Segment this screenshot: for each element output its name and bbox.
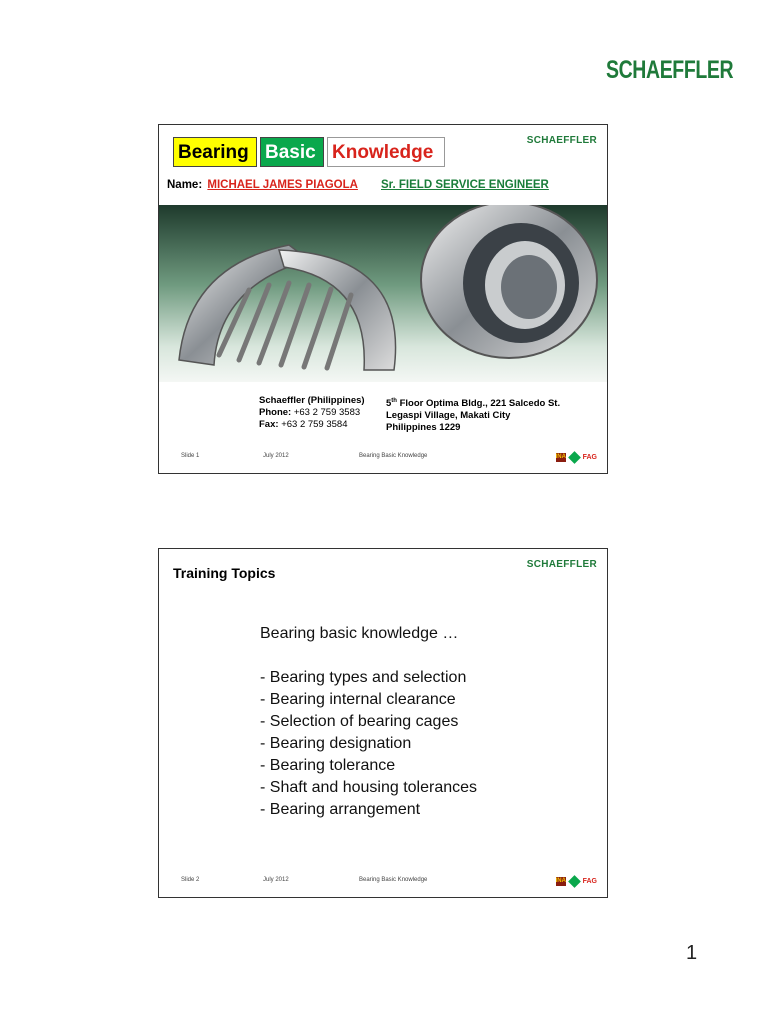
slide-title: Training Topics <box>173 565 276 581</box>
diamond-logo-icon <box>568 875 581 888</box>
schaeffler-page-logo: SCHAEFFLER <box>606 56 734 84</box>
diamond-logo-icon <box>568 451 581 464</box>
footer-brand-logos <box>556 451 597 463</box>
address-line-2: Legaspi Village, Makati City <box>386 410 511 422</box>
slide-footer <box>159 875 607 887</box>
list-item: - Bearing types and selection <box>260 669 467 686</box>
address-line-3: Philippines 1229 <box>386 422 461 434</box>
slide-1 <box>158 124 608 474</box>
fax-line <box>259 419 365 431</box>
list-item: - Bearing internal clearance <box>260 691 456 708</box>
slide-footer <box>159 451 607 463</box>
title-word-bearing: Bearing <box>173 137 257 167</box>
schaeffler-slide-logo: SCHAEFFLER <box>526 135 597 146</box>
phone-value: +63 2 759 3583 <box>293 407 361 418</box>
list-item: - Bearing arrangement <box>260 801 421 818</box>
list-item: - Shaft and housing tolerances <box>260 779 478 796</box>
contact-info <box>259 395 365 431</box>
footer-slide-number: Slide 1 <box>181 453 200 459</box>
page-number: 1 <box>686 942 698 964</box>
address-street: Floor Optima Bldg., 221 Salcedo St. <box>396 398 561 410</box>
title-word-knowledge: Knowledge <box>327 137 445 167</box>
name-label: Name: <box>167 179 203 191</box>
list-item: - Bearing tolerance <box>260 757 396 774</box>
ina-logo: INA <box>555 877 566 884</box>
address-floor-suffix: th <box>391 398 397 404</box>
fax-label: Fax: <box>259 419 279 430</box>
address-floor-number: 5 <box>386 398 392 410</box>
title-word-basic: Basic <box>260 137 324 167</box>
footer-title: Bearing Basic Knowledge <box>359 877 428 883</box>
list-item: - Selection of bearing cages <box>260 713 459 730</box>
presenter-role: Sr. FIELD SERVICE ENGINEER <box>381 179 549 191</box>
footer-date: July 2012 <box>263 453 289 459</box>
address-info <box>386 395 560 434</box>
slide-2 <box>158 548 608 898</box>
name-value: MICHAEL JAMES PIAGOLA <box>207 179 358 191</box>
fag-logo: FAG <box>582 877 597 885</box>
phone-label: Phone: <box>259 407 292 418</box>
footer-date: July 2012 <box>263 877 289 883</box>
phone-line <box>259 407 365 419</box>
schaeffler-slide-logo: SCHAEFFLER <box>526 559 597 570</box>
footer-slide-number: Slide 2 <box>181 877 200 883</box>
ina-logo: INA <box>555 453 566 460</box>
topics-list <box>260 623 477 821</box>
footer-brand-logos <box>556 875 597 887</box>
company-name: Schaeffler (Philippines) <box>259 395 365 406</box>
list-item: - Bearing designation <box>260 735 412 752</box>
topics-lead: Bearing basic knowledge … <box>260 625 459 642</box>
address-line-1 <box>386 395 560 410</box>
footer-title: Bearing Basic Knowledge <box>359 453 428 459</box>
fax-value: +63 2 759 3584 <box>281 419 348 430</box>
fag-logo: FAG <box>582 453 597 461</box>
bearings-photo <box>159 205 608 382</box>
presenter-name <box>167 179 358 191</box>
